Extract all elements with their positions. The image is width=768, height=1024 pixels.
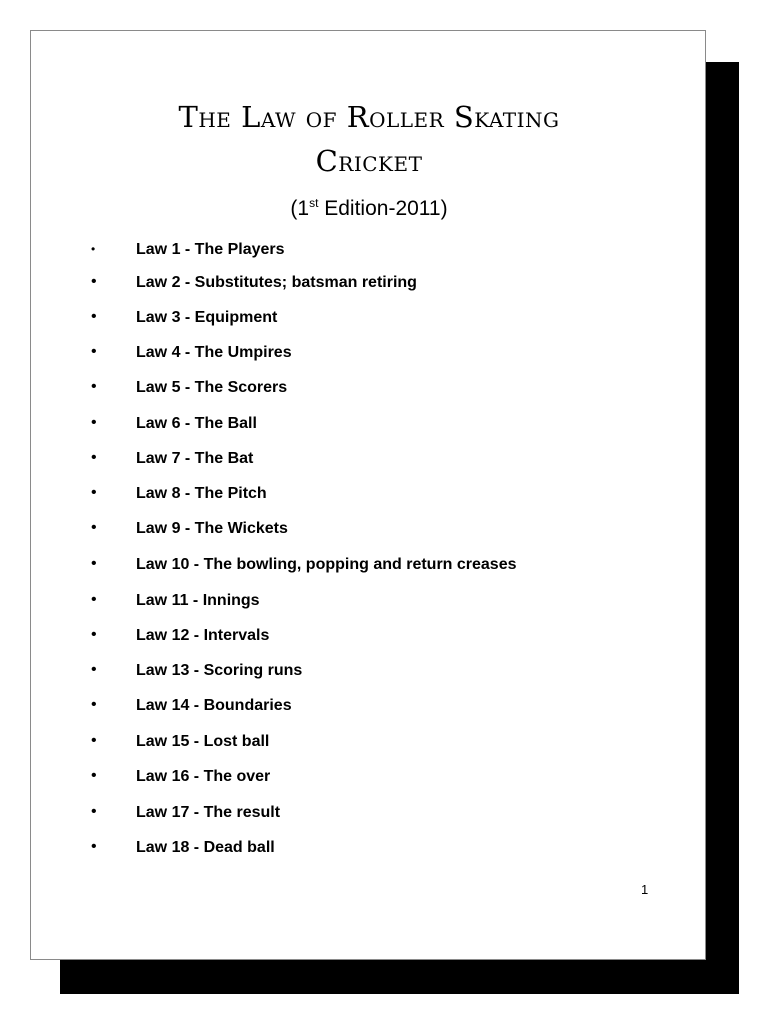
law-item-label: Law 7 - The Bat xyxy=(136,450,254,467)
bullet-icon: • xyxy=(91,591,97,608)
law-item-label: Law 2 - Substitutes; batsman retiring xyxy=(136,274,417,291)
law-item-label: Law 4 - The Umpires xyxy=(136,344,292,361)
law-item-label: Law 9 - The Wickets xyxy=(136,520,288,537)
law-item xyxy=(31,803,707,827)
law-item-label: Law 6 - The Ball xyxy=(136,415,257,432)
law-item-label: Law 18 - Dead ball xyxy=(136,839,275,856)
bullet-icon: • xyxy=(91,519,97,536)
bullet-icon: • xyxy=(91,767,97,784)
bullet-icon: • xyxy=(91,449,97,466)
law-item-label: Law 11 - Innings xyxy=(136,592,260,609)
law-item xyxy=(31,696,707,720)
law-item xyxy=(31,661,707,685)
law-item-label: Law 5 - The Scorers xyxy=(136,379,288,396)
laws-list xyxy=(31,31,707,961)
bullet-icon: • xyxy=(91,555,97,572)
law-item xyxy=(31,838,707,862)
bullet-icon: • xyxy=(91,732,97,749)
law-item-label: Law 3 - Equipment xyxy=(136,309,278,326)
edition-prefix: (1 xyxy=(290,197,310,220)
law-item xyxy=(31,378,707,402)
bullet-icon: • xyxy=(91,626,97,643)
document-page xyxy=(30,30,706,960)
law-item-label: Law 16 - The over xyxy=(136,768,271,785)
law-item xyxy=(31,626,707,650)
law-item xyxy=(31,449,707,473)
page-number: 1 xyxy=(641,882,649,897)
edition-suffix: Edition-2011) xyxy=(318,197,448,220)
document-title-line-2: Cricket xyxy=(315,144,423,178)
law-item xyxy=(31,273,707,297)
law-item-label: Law 13 - Scoring runs xyxy=(136,662,303,679)
law-item-label: Law 15 - Lost ball xyxy=(136,733,270,750)
law-item xyxy=(31,308,707,332)
law-item xyxy=(31,732,707,756)
edition-superscript: st xyxy=(309,196,319,210)
bullet-icon: • xyxy=(91,242,96,256)
law-item-label: Law 1 - The Players xyxy=(136,241,285,258)
law-item xyxy=(31,591,707,615)
law-item-label: Law 12 - Intervals xyxy=(136,627,270,644)
bullet-icon: • xyxy=(91,414,97,431)
law-item xyxy=(31,240,707,264)
law-item xyxy=(31,767,707,791)
law-item-label: Law 17 - The result xyxy=(136,804,281,821)
law-item-label: Law 10 - The bowling, popping and return creases xyxy=(136,556,517,573)
bullet-icon: • xyxy=(91,343,97,360)
law-item xyxy=(31,555,707,579)
bullet-icon: • xyxy=(91,696,97,713)
law-item xyxy=(31,414,707,438)
document-title-line-1: The Law of Roller Skating xyxy=(178,100,560,134)
bullet-icon: • xyxy=(91,661,97,678)
bullet-icon: • xyxy=(91,273,97,290)
bullet-icon: • xyxy=(91,803,97,820)
law-item xyxy=(31,343,707,367)
law-item-label: Law 8 - The Pitch xyxy=(136,485,267,502)
bullet-icon: • xyxy=(91,308,97,325)
law-item xyxy=(31,519,707,543)
bullet-icon: • xyxy=(91,378,97,395)
law-item xyxy=(31,484,707,508)
bullet-icon: • xyxy=(91,838,97,855)
bullet-icon: • xyxy=(91,484,97,501)
law-item-label: Law 14 - Boundaries xyxy=(136,697,292,714)
